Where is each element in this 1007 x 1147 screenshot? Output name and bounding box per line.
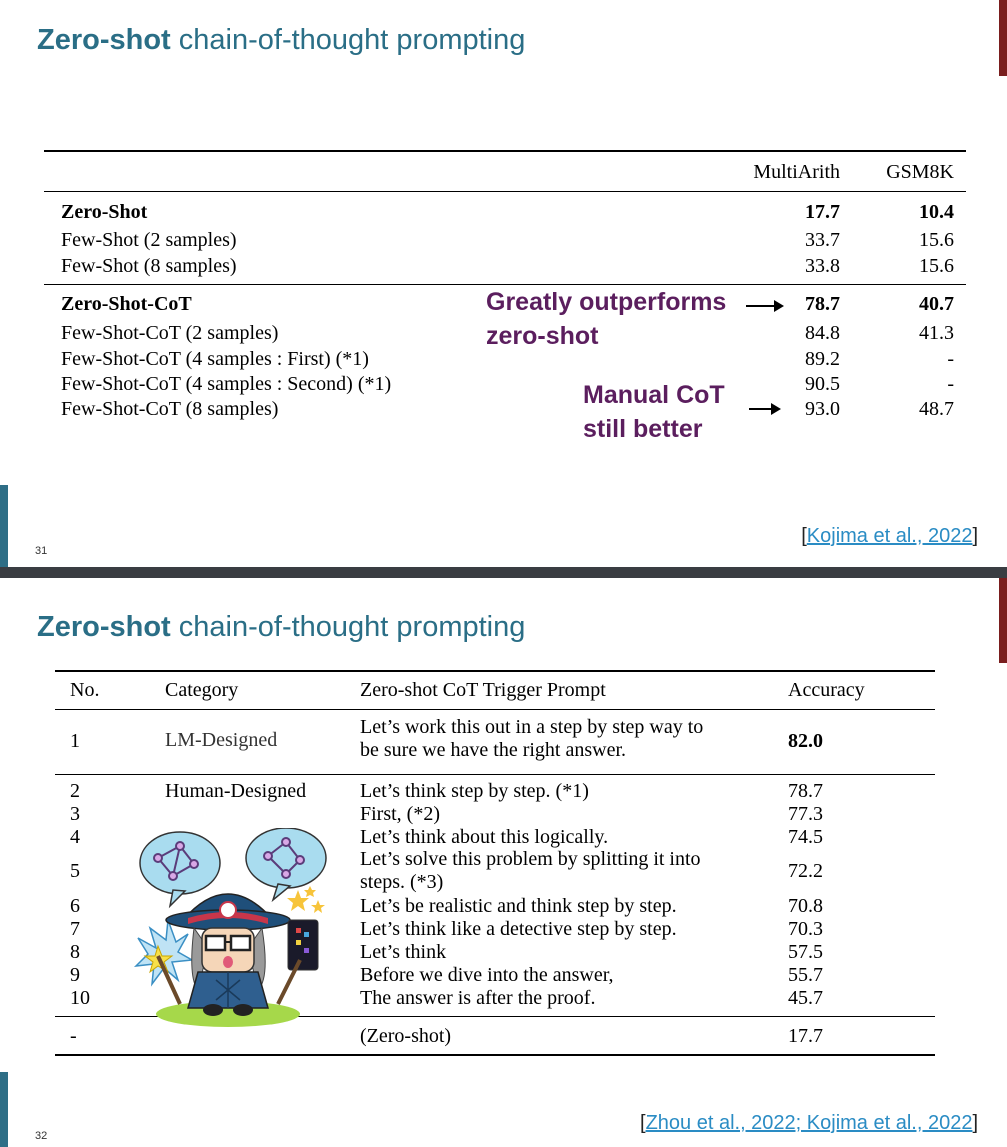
cell-multiarith: 33.7 <box>805 229 840 251</box>
cell-no: 3 <box>70 803 80 825</box>
header-rule <box>44 191 966 192</box>
cell-accuracy: 55.7 <box>788 964 823 986</box>
magic-burst <box>136 920 192 984</box>
cell-gsm8k: 15.6 <box>919 229 954 251</box>
group-rule <box>55 774 935 775</box>
header-accuracy: Accuracy <box>788 679 865 701</box>
cell-no: 8 <box>70 941 80 963</box>
magic-box <box>288 920 318 970</box>
cell-prompt: Let’s solve this problem by splitting it into <box>360 848 701 870</box>
table-bottom-rule <box>55 1054 935 1056</box>
header-no: No. <box>70 679 100 701</box>
cell-no: 1 <box>70 730 80 752</box>
cell-prompt: First, (*2) <box>360 803 440 825</box>
table-top-rule <box>55 670 935 672</box>
cell-accuracy: 57.5 <box>788 941 823 963</box>
cell-no: 6 <box>70 895 80 917</box>
cell-multiarith: 17.7 <box>805 201 840 223</box>
arrow-right-icon <box>749 408 779 410</box>
header-gsm8k: GSM8K <box>886 161 954 183</box>
cell-accuracy: 17.7 <box>788 1025 823 1047</box>
accent-bar <box>0 485 8 567</box>
cell-gsm8k: 40.7 <box>919 293 954 315</box>
cell-accuracy: 78.7 <box>788 780 823 802</box>
cell-prompt: The answer is after the proof. <box>360 987 596 1009</box>
cell-gsm8k: - <box>947 373 954 395</box>
thought-bubble-left <box>140 832 220 906</box>
row-label: Zero-Shot-CoT <box>61 293 192 315</box>
title-bold: Zero-shot <box>37 24 171 56</box>
arrow-right-icon <box>746 305 782 307</box>
cell-multiarith: 84.8 <box>805 322 840 344</box>
cell-gsm8k: 48.7 <box>919 398 954 420</box>
row-label: Few-Shot (8 samples) <box>61 255 237 277</box>
thought-bubble-right <box>246 828 326 900</box>
accent-bar <box>999 578 1007 663</box>
slide-32 <box>0 578 1007 1147</box>
cell-accuracy: 45.7 <box>788 987 823 1009</box>
citation: [Zhou et al., 2022; Kojima et al., 2022] <box>640 1112 978 1134</box>
row-label: Few-Shot-CoT (4 samples : First) (*1) <box>61 348 369 370</box>
header-rule <box>55 709 935 710</box>
row-label: Few-Shot-CoT (8 samples) <box>61 398 279 420</box>
cell-prompt: Let’s be realistic and think step by step. <box>360 895 677 917</box>
cell-accuracy: 72.2 <box>788 860 823 882</box>
cell-no: 2 <box>70 780 80 802</box>
wizard-hat <box>166 894 290 930</box>
row-label: Few-Shot-CoT (2 samples) <box>61 322 279 344</box>
citation-link[interactable]: Zhou et al., 2022; Kojima et al., 2022 <box>645 1112 973 1134</box>
accent-bar <box>999 0 1007 76</box>
cell-no: 7 <box>70 918 80 940</box>
cell-multiarith: 78.7 <box>805 293 840 315</box>
cell-no: 4 <box>70 826 80 848</box>
sparkles <box>287 886 325 913</box>
cell-multiarith: 93.0 <box>805 398 840 420</box>
cell-prompt: Before we dive into the answer, <box>360 964 614 986</box>
cell-gsm8k: 41.3 <box>919 322 954 344</box>
title-bold: Zero-shot <box>37 611 171 643</box>
annotation-manual-cot: Manual CoT still better <box>583 381 725 443</box>
page-number: 32 <box>35 1130 48 1142</box>
cell-gsm8k: 10.4 <box>919 201 954 223</box>
citation-link[interactable]: Kojima et al., 2022 <box>806 525 973 547</box>
cell-category: Human-Designed <box>165 780 307 802</box>
cell-accuracy: 70.3 <box>788 918 823 940</box>
cell-prompt: (Zero-shot) <box>360 1025 452 1047</box>
header-category: Category <box>165 679 239 701</box>
accent-bar <box>0 1072 8 1147</box>
title-rest: chain-of-thought prompting <box>170 24 526 56</box>
cell-prompt: Let’s think like a detective step by step. <box>360 918 677 940</box>
cell-prompt: be sure we have the right answer. <box>360 739 627 761</box>
header-multiarith: MultiArith <box>753 161 840 183</box>
cell-accuracy: 74.5 <box>788 826 823 848</box>
cell-multiarith: 89.2 <box>805 348 840 370</box>
slide-divider <box>0 567 1007 578</box>
title-rest: chain-of-thought prompting <box>170 611 526 643</box>
cell-multiarith: 33.8 <box>805 255 840 277</box>
cell-prompt: steps. (*3) <box>360 871 444 893</box>
cell-prompt: Let’s work this out in a step by step way to <box>360 716 704 738</box>
cell-gsm8k: 15.6 <box>919 255 954 277</box>
cell-prompt: Let’s think step by step. (*1) <box>360 780 589 802</box>
cell-no: 10 <box>70 987 90 1009</box>
page-number: 31 <box>35 545 48 557</box>
table-top-rule <box>44 150 966 152</box>
slide-title <box>37 24 525 57</box>
cell-gsm8k: - <box>947 348 954 370</box>
cell-accuracy: 82.0 <box>788 730 823 752</box>
cell-prompt: Let’s think <box>360 941 447 963</box>
row-label: Few-Shot-CoT (4 samples : Second) (*1) <box>61 373 392 395</box>
header-prompt: Zero-shot CoT Trigger Prompt <box>360 679 606 701</box>
cell-no: 9 <box>70 964 80 986</box>
cell-accuracy: 77.3 <box>788 803 823 825</box>
cell-category: LM-Designed <box>165 729 278 751</box>
cell-no: - <box>70 1025 77 1047</box>
slide-title <box>37 611 525 644</box>
cell-prompt: Let’s think about this logically. <box>360 826 609 848</box>
cell-no: 5 <box>70 860 80 882</box>
citation: [Kojima et al., 2022] <box>801 525 978 547</box>
row-label: Few-Shot (2 samples) <box>61 229 237 251</box>
cell-multiarith: 90.5 <box>805 373 840 395</box>
wizard-illustration <box>128 828 333 1028</box>
annotation-greatly-outperforms: Greatly outperforms zero-shot <box>486 288 727 350</box>
row-label: Zero-Shot <box>61 201 148 223</box>
cell-accuracy: 70.8 <box>788 895 823 917</box>
slide-31 <box>0 0 1007 567</box>
